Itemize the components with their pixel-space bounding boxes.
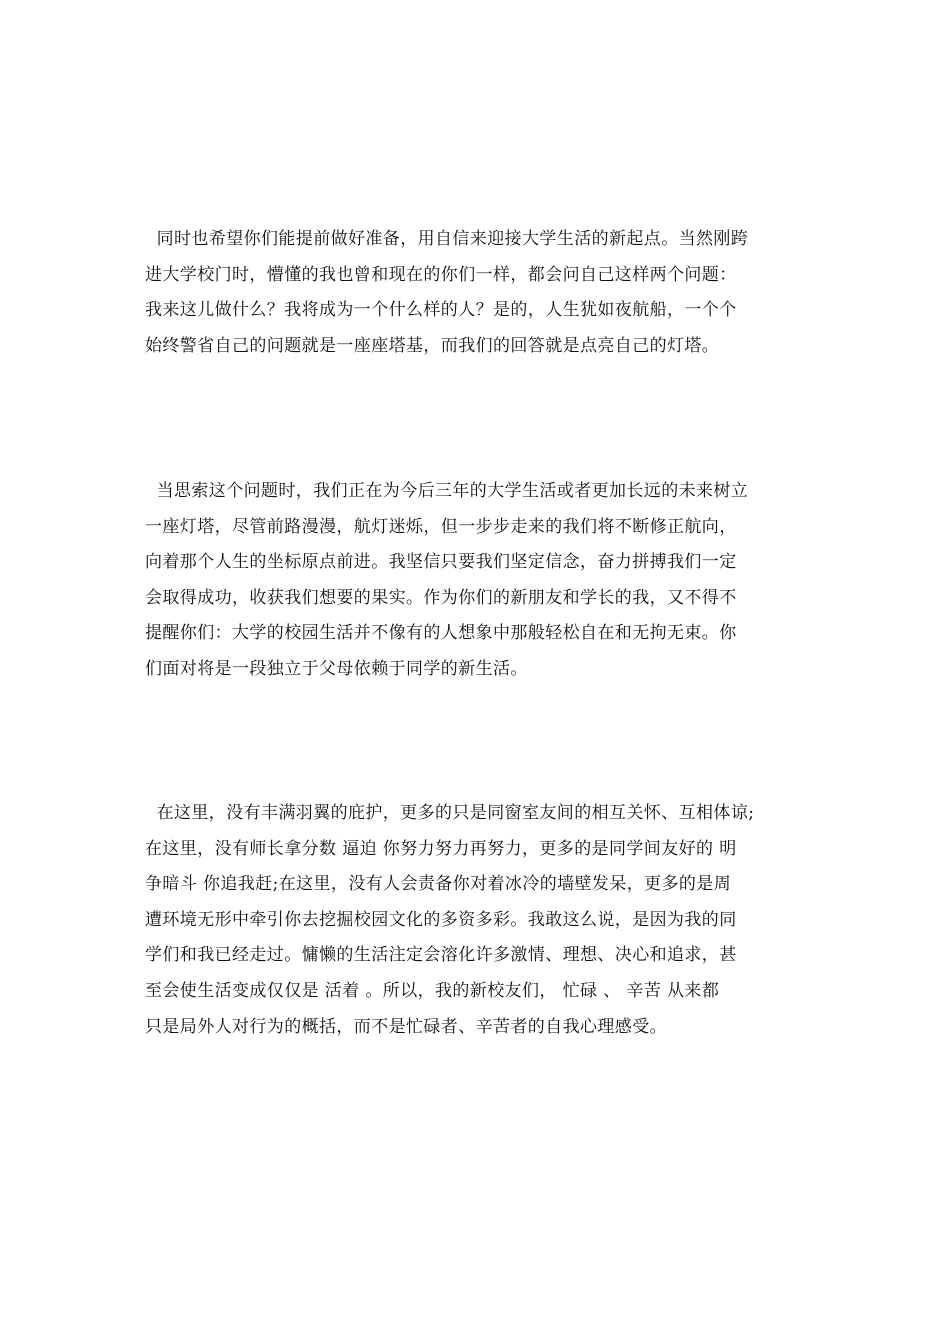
text-line: 争暗斗 你追我赶;在这里，没有人会责备你对着冰冷的墙壁发呆，更多的是周: [145, 874, 732, 895]
paragraph-1: [145, 222, 825, 364]
text-line: 当思索这个问题时，我们正在为今后三年的大学生活或者更加长远的未来树立: [145, 481, 749, 501]
paragraph-3: [145, 796, 825, 1045]
paragraph-2: [145, 474, 825, 688]
text-line: 同时也希望你们能提前做好准备，用自信来迎接大学生活的新起点。当然刚跨: [145, 229, 749, 249]
text-line: 向着那个人生的坐标原点前进。我坚信只要我们坚定信念，奋力拼搏我们一定: [145, 552, 737, 573]
text-line: 进大学校门时，懵懂的我也曾和现在的你们一样，都会问自己这样两个问题：: [145, 264, 737, 285]
text-line: 会取得成功，收获我们想要的果实。作为你们的新朋友和学长的我，又不得不: [145, 587, 737, 608]
text-line: 一座灯塔，尽管前路漫漫，航灯迷烁，但一步步走来的我们将不断修正航向，: [145, 516, 737, 537]
text-line: 在这里，没有师长拿分数 逼迫 你努力努力再努力，更多的是同学间友好的 明: [145, 838, 737, 859]
text-line: 只是局外人对行为的概括，而不是忙碌者、辛苦者的自我心理感受。: [145, 1016, 667, 1037]
text-line: 遭环境无形中牵引你去挖掘校园文化的多资多彩。我敢这么说，是因为我的同: [145, 909, 737, 930]
text-line: 始终警省自己的问题就是一座座塔基，而我们的回答就是点亮自己的灯塔。: [145, 335, 720, 356]
text-line: 们面对将是一段独立于父母依赖于同学的新生活。: [145, 658, 528, 679]
text-line: 至会使生活变成仅仅是 活着 。所以，我的新校友们， 忙碌 、 辛苦 从来都: [145, 980, 720, 1001]
text-line: 我来这儿做什么？我将成为一个什么样的人？是的，人生犹如夜航船，一个个: [145, 300, 737, 321]
text-line: 在这里，没有丰满羽翼的庇护，更多的只是同窗室友间的相互关怀、互相体谅;: [145, 803, 755, 823]
text-line: 提醒你们：大学的校园生活并不像有的人想象中那般轻松自在和无拘无束。你: [145, 623, 737, 644]
text-line: 学们和我已经走过。慵懒的生活注定会溶化许多激情、理想、决心和追求，甚: [145, 945, 737, 966]
